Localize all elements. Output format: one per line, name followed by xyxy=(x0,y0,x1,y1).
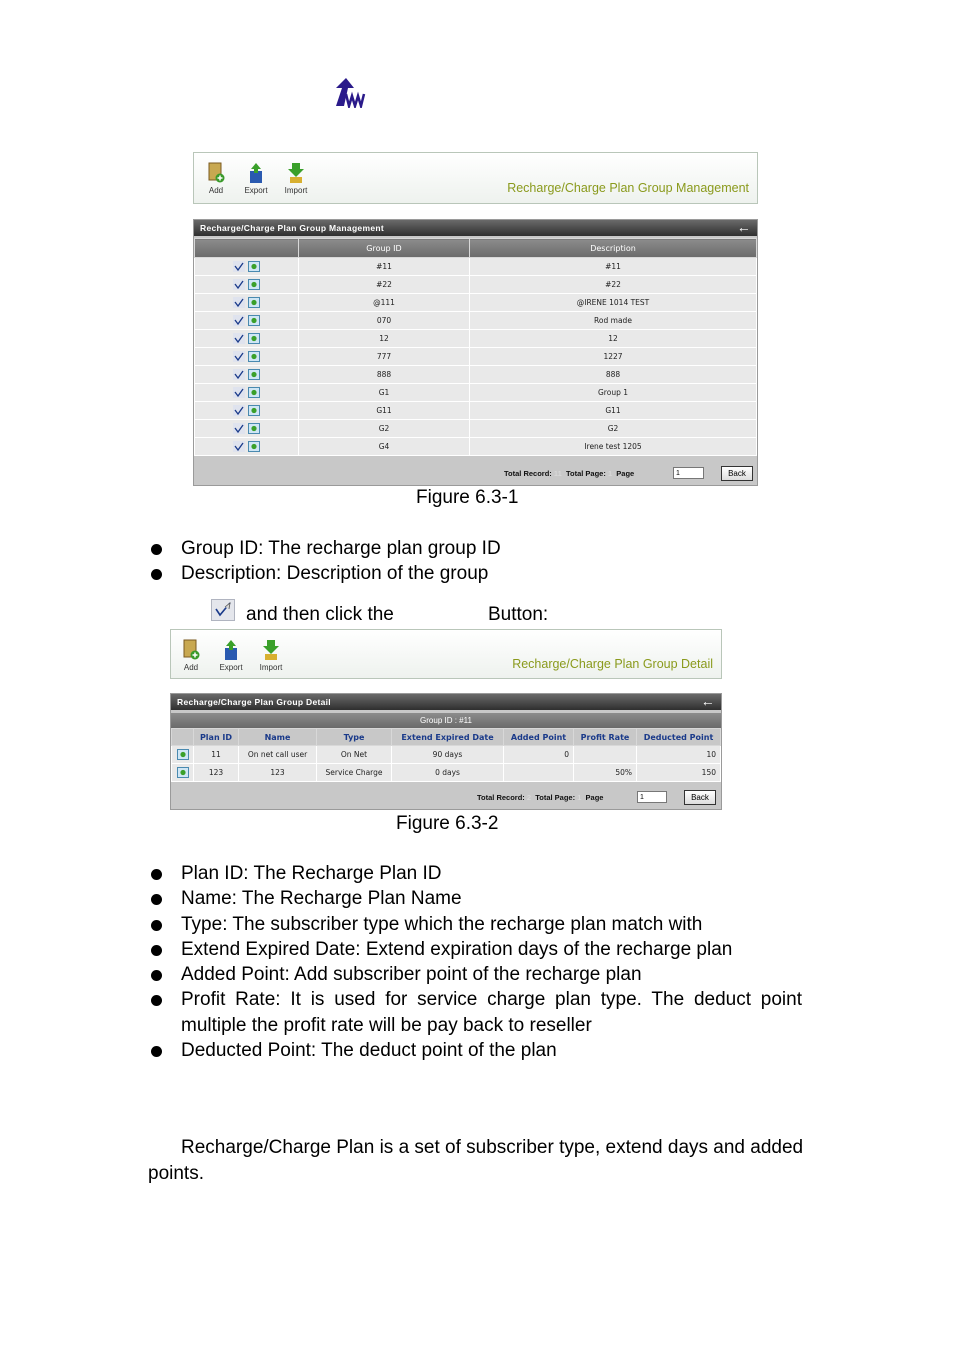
view-icon[interactable] xyxy=(177,749,189,760)
page-label: Page xyxy=(585,793,604,802)
export-icon xyxy=(247,162,265,184)
export-label: Export xyxy=(244,186,268,195)
table-row xyxy=(195,438,757,456)
group-id-caption: Group ID : #11 xyxy=(171,713,721,728)
plan-id-cell: 123 xyxy=(194,764,239,782)
back-button[interactable]: Back xyxy=(721,466,753,481)
back-arrow-icon[interactable]: ← xyxy=(736,219,751,235)
list-item: Profit Rate: It is used for service charge plan type. The deduct point multiple the profit rate will be pay back to reseller xyxy=(151,987,802,1038)
group-id-cell: G4 xyxy=(299,438,470,456)
total-page-label: Total Page: xyxy=(565,469,606,478)
group-id-cell: #22 xyxy=(299,276,470,294)
view-icon[interactable] xyxy=(248,423,260,434)
column-header-extend-expired-date: Extend Expired Date xyxy=(392,729,504,746)
export-icon xyxy=(222,639,240,661)
name-cell: 123 xyxy=(239,764,317,782)
description-cell: G11 xyxy=(470,402,757,420)
view-icon[interactable] xyxy=(248,333,260,344)
description-cell: #22 xyxy=(470,276,757,294)
edit-icon[interactable] xyxy=(233,351,245,362)
add-label: Add xyxy=(208,186,224,195)
page-input[interactable] xyxy=(673,467,704,479)
table-header-row xyxy=(195,239,757,258)
column-header-actions xyxy=(172,729,194,746)
export-label: Export xyxy=(219,663,243,672)
total-record-label: Total Record: xyxy=(504,469,552,478)
description-cell: Irene test 1205 xyxy=(470,438,757,456)
import-label: Import xyxy=(259,663,283,672)
list-item: Extend Expired Date: Extend expiration days of the recharge plan xyxy=(151,937,802,962)
description-cell: G2 xyxy=(470,420,757,438)
add-button[interactable] xyxy=(196,162,236,195)
page-label: Page xyxy=(616,469,635,478)
figure1-toolbar xyxy=(193,152,758,204)
view-icon[interactable] xyxy=(248,315,260,326)
group-id-cell: G11 xyxy=(299,402,470,420)
column-header-name: Name xyxy=(239,729,317,746)
table-row xyxy=(195,402,757,420)
profit-rate-cell xyxy=(574,746,637,764)
description-cell: 12 xyxy=(470,330,757,348)
name-cell: On net call user xyxy=(239,746,317,764)
column-header-actions xyxy=(195,239,299,258)
table-row xyxy=(195,420,757,438)
import-button[interactable] xyxy=(251,639,291,672)
extend-expired-date-cell: 90 days xyxy=(392,746,504,764)
row-actions xyxy=(195,348,299,366)
view-icon[interactable] xyxy=(248,261,260,272)
list-item: Group ID: The recharge plan group ID xyxy=(151,536,501,561)
edit-icon[interactable] xyxy=(233,333,245,344)
import-icon xyxy=(262,639,280,661)
figure2-caption: Figure 6.3-2 xyxy=(396,813,499,834)
description-cell: Group 1 xyxy=(470,384,757,402)
view-icon[interactable] xyxy=(177,767,189,778)
bullets-fields xyxy=(151,861,802,1063)
list-item: Deducted Point: The deduct point of the plan xyxy=(151,1038,802,1063)
total-page-label: Total Page: xyxy=(535,793,576,802)
edit-icon[interactable] xyxy=(233,423,245,434)
total-page-value: 1 xyxy=(607,469,613,478)
group-table xyxy=(194,238,757,456)
added-point-cell: 0 xyxy=(504,746,574,764)
instruction-text-before: and then click the xyxy=(246,604,394,625)
add-label: Add xyxy=(183,663,199,672)
list-item: Name: The Recharge Plan Name xyxy=(151,886,802,911)
column-header-deducted-point: Deducted Point xyxy=(637,729,721,746)
figure1-caption: Figure 6.3-1 xyxy=(416,487,519,508)
type-cell: On Net xyxy=(317,746,392,764)
row-actions xyxy=(195,402,299,420)
group-id-cell: @111 xyxy=(299,294,470,312)
plan-id-cell: 11 xyxy=(194,746,239,764)
edit-icon[interactable] xyxy=(233,297,245,308)
view-icon[interactable] xyxy=(248,279,260,290)
view-icon[interactable] xyxy=(248,405,260,416)
list-item: Added Point: Add subscriber point of the recharge plan xyxy=(151,962,802,987)
column-header-plan-id: Plan ID xyxy=(194,729,239,746)
description-cell: 888 xyxy=(470,366,757,384)
summary-paragraph xyxy=(148,1135,808,1187)
type-cell: Service Charge xyxy=(317,764,392,782)
plan-table-body xyxy=(172,746,721,782)
back-arrow-icon[interactable]: ← xyxy=(700,693,715,709)
deducted-point-cell: 10 xyxy=(637,746,721,764)
table-row xyxy=(195,276,757,294)
edit-icon[interactable] xyxy=(233,369,245,380)
group-id-cell: #11 xyxy=(299,258,470,276)
column-header-group-id: Group ID xyxy=(299,239,470,258)
import-button[interactable] xyxy=(276,162,316,195)
row-actions xyxy=(195,366,299,384)
panel-title-text: Recharge/Charge Plan Group Management xyxy=(200,223,384,233)
group-table-body xyxy=(195,258,757,456)
row-actions xyxy=(172,746,194,764)
edit-icon[interactable] xyxy=(233,279,245,290)
list-item: Description: Description of the group xyxy=(151,561,501,586)
view-icon[interactable] xyxy=(248,387,260,398)
row-actions xyxy=(195,276,299,294)
view-icon[interactable] xyxy=(248,351,260,362)
view-icon[interactable] xyxy=(248,369,260,380)
table-row xyxy=(195,294,757,312)
panel-title xyxy=(171,694,721,710)
import-icon xyxy=(287,162,305,184)
panel-title xyxy=(194,220,757,236)
edit-icon[interactable] xyxy=(233,405,245,416)
total-record-value: 2 xyxy=(526,793,532,802)
group-id-cell: 888 xyxy=(299,366,470,384)
table-row xyxy=(195,384,757,402)
plan-table xyxy=(171,728,721,782)
toolbar-title: Recharge/Charge Plan Group Detail xyxy=(512,657,713,671)
table-row xyxy=(195,258,757,276)
added-point-cell xyxy=(504,764,574,782)
group-id-cell: G1 xyxy=(299,384,470,402)
column-header-profit-rate: Profit Rate xyxy=(574,729,637,746)
group-id-cell: 777 xyxy=(299,348,470,366)
table-row xyxy=(172,764,721,782)
edit-icon[interactable] xyxy=(233,387,245,398)
extend-expired-date-cell: 0 days xyxy=(392,764,504,782)
column-header-description: Description xyxy=(470,239,757,258)
edit-icon[interactable] xyxy=(233,261,245,272)
table-row xyxy=(195,348,757,366)
total-page-value: 1 xyxy=(577,793,582,802)
table-header-row xyxy=(172,729,721,746)
row-actions xyxy=(195,312,299,330)
group-id-cell: G2 xyxy=(299,420,470,438)
description-cell: Rod made xyxy=(470,312,757,330)
toolbar-title: Recharge/Charge Plan Group Management xyxy=(507,181,749,195)
table-row xyxy=(195,312,757,330)
table-row xyxy=(195,366,757,384)
figure1-panel xyxy=(193,219,758,486)
row-actions xyxy=(195,294,299,312)
total-record-label: Total Record: xyxy=(477,793,525,802)
row-actions xyxy=(195,384,299,402)
row-actions xyxy=(172,764,194,782)
row-actions xyxy=(195,330,299,348)
add-icon xyxy=(182,639,200,661)
row-actions xyxy=(195,258,299,276)
edit-icon[interactable] xyxy=(233,315,245,326)
view-icon[interactable] xyxy=(248,441,260,452)
figure2-toolbar xyxy=(170,629,722,679)
export-button[interactable] xyxy=(236,162,276,195)
total-record-value: 11 xyxy=(553,469,562,478)
pagination-stats xyxy=(477,793,603,802)
table-row xyxy=(195,330,757,348)
profit-rate-cell: 50% xyxy=(574,764,637,782)
column-header-added-point: Added Point xyxy=(504,729,574,746)
instruction-text-after: Button: xyxy=(488,604,549,625)
table-row xyxy=(172,746,721,764)
list-item: Plan ID: The Recharge Plan ID xyxy=(151,861,802,886)
deducted-point-cell: 150 xyxy=(637,764,721,782)
figure1-footer xyxy=(194,463,757,485)
description-cell: @IRENE 1014 TEST xyxy=(470,294,757,312)
description-cell: #11 xyxy=(470,258,757,276)
row-actions xyxy=(195,420,299,438)
panel-title-text: Recharge/Charge Plan Group Detail xyxy=(177,697,331,707)
figure2-footer xyxy=(171,787,721,809)
summary-text: Recharge/Charge Plan is a set of subscriber type, extend days and added points. xyxy=(148,1137,804,1184)
column-header-type: Type xyxy=(317,729,392,746)
list-item: Type: The subscriber type which the recharge plan match with xyxy=(151,912,802,937)
page-input[interactable] xyxy=(637,791,667,803)
bullets-group xyxy=(151,536,501,587)
figure2-panel xyxy=(170,693,722,810)
row-actions xyxy=(195,438,299,456)
back-button[interactable]: Back xyxy=(684,790,716,805)
edit-icon[interactable] xyxy=(233,441,245,452)
logo-icon xyxy=(332,78,368,108)
export-button[interactable] xyxy=(211,639,251,672)
import-label: Import xyxy=(284,186,308,195)
description-cell: 1227 xyxy=(470,348,757,366)
view-icon[interactable] xyxy=(248,297,260,308)
group-id-cell: 070 xyxy=(299,312,470,330)
edit-icon xyxy=(211,599,235,621)
pagination-stats xyxy=(504,469,634,478)
add-icon xyxy=(207,162,225,184)
group-id-cell: 12 xyxy=(299,330,470,348)
add-button[interactable] xyxy=(171,639,211,672)
